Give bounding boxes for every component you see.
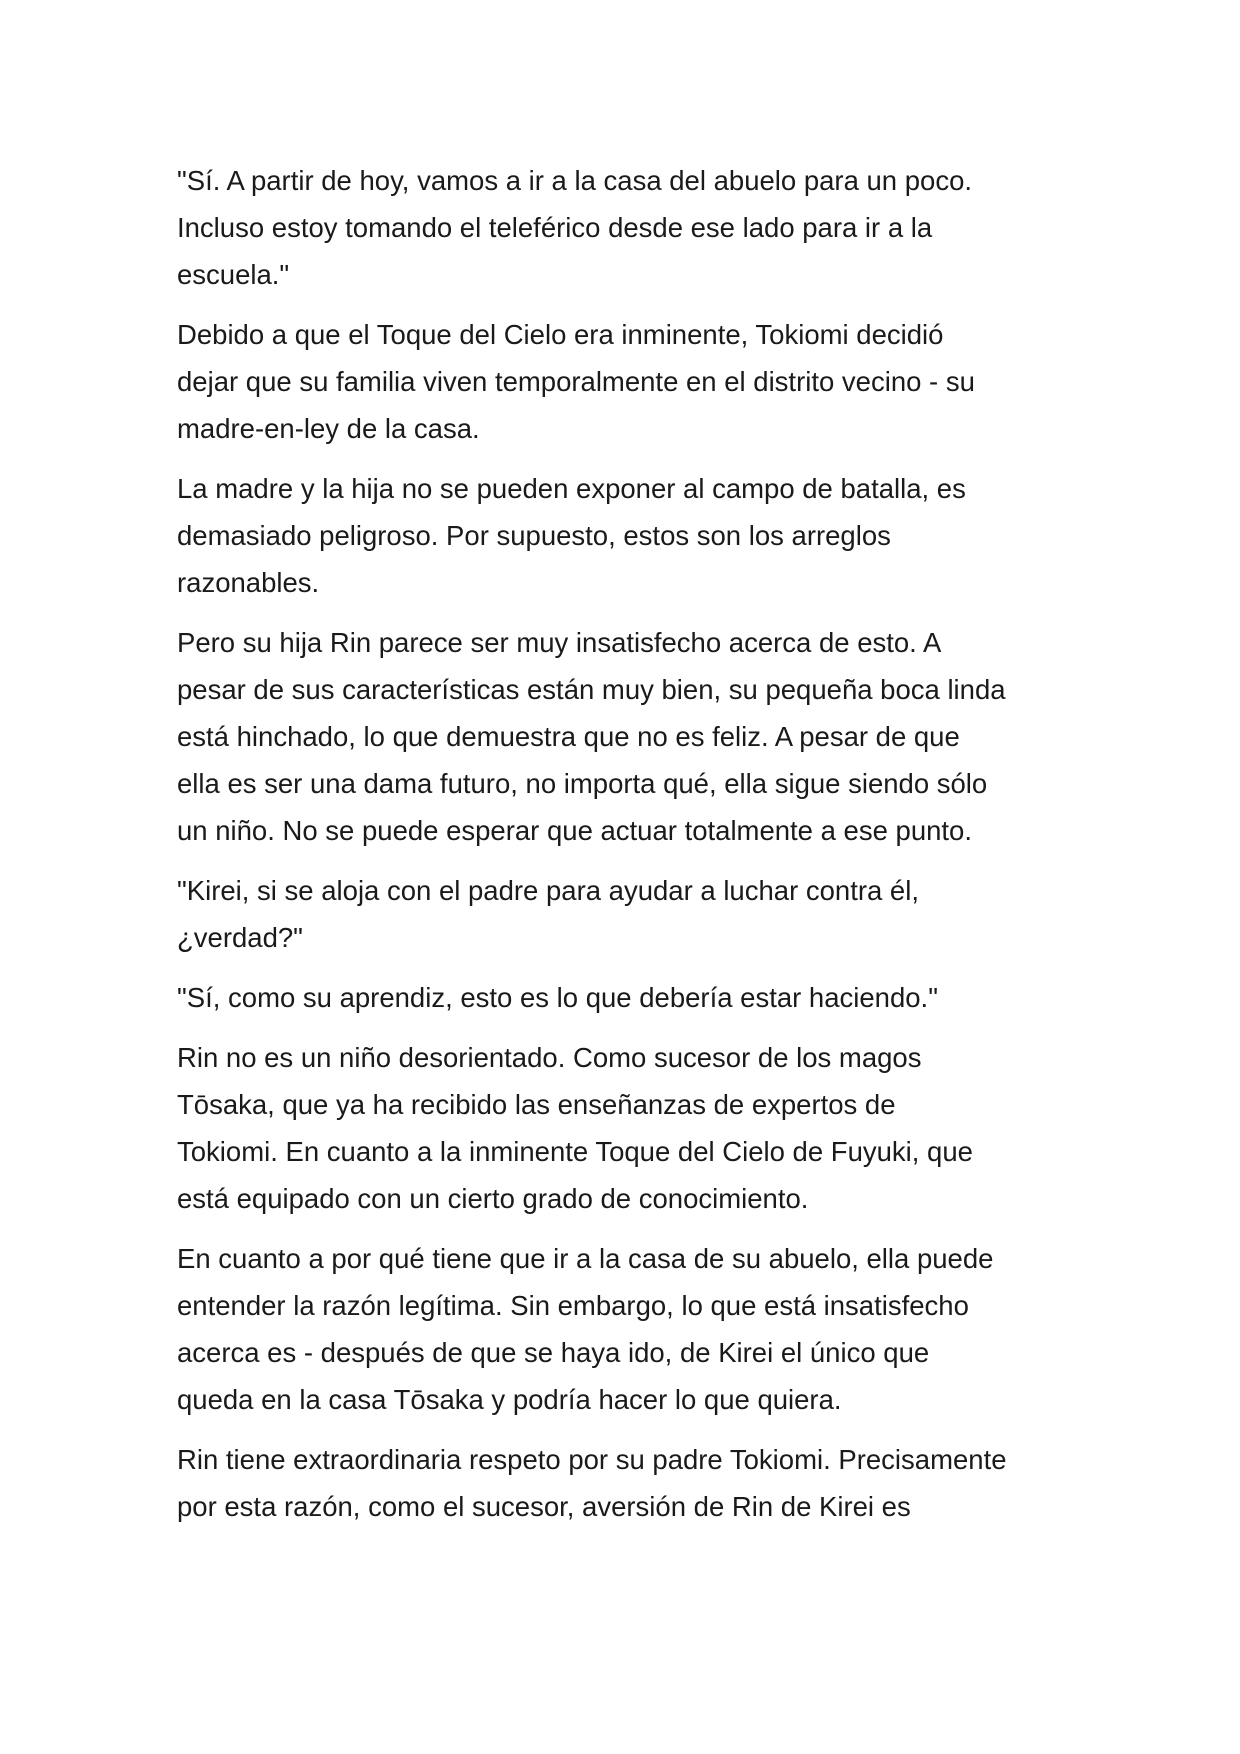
paragraph-2: Debido a que el Toque del Cielo era inminente, Tokiomi decidió dejar que su familia viven temporalmente en el distrito vecino - su madre-en-ley de la casa. bbox=[177, 319, 975, 444]
paragraph-1: "Sí. A partir de hoy, vamos a ir a la casa del abuelo para un poco. Incluso estoy tomando el teleférico desde ese lado para ir a la escuela." bbox=[177, 165, 973, 290]
paragraph-6: "Sí, como su aprendiz, esto es lo que debería estar haciendo." bbox=[177, 982, 938, 1013]
paragraph-4: Pero su hija Rin parece ser muy insatisfecho acerca de esto. A pesar de sus características están muy bien, su pequeña boca linda está hinchado, lo que demuestra que no es feliz. A pesar de que ella es ser una dama futuro, no importa qué, ella sigue siendo sólo un niño. No se puede esperar que actuar totalmente a ese punto. bbox=[177, 627, 1006, 846]
paragraph-5: "Kirei, si se aloja con el padre para ayudar a luchar contra él, ¿verdad?" bbox=[177, 875, 919, 953]
paragraph-9: Rin tiene extraordinaria respeto por su padre Tokiomi. Precisamente por esta razón, como el sucesor, aversión de Rin de Kirei es bbox=[177, 1444, 1007, 1522]
paragraph-8: En cuanto a por qué tiene que ir a la casa de su abuelo, ella puede entender la razón legítima. Sin embargo, lo que está insatisfecho acerca es - después de que se haya ido, de Kirei el único que queda en la casa Tōsaka y podría hacer lo que quiera. bbox=[177, 1243, 994, 1415]
document-body bbox=[177, 157, 1077, 1543]
paragraph-7: Rin no es un niño desorientado. Como sucesor de los magos Tōsaka, que ya ha recibido las enseñanzas de expertos de Tokiomi. En cuanto a la inminente Toque del Cielo de Fuyuki, que está equipado con un cierto grado de conocimiento. bbox=[177, 1042, 973, 1214]
paragraph-3: La madre y la hija no se pueden exponer al campo de batalla, es demasiado peligroso. Por supuesto, estos son los arreglos razonables. bbox=[177, 473, 966, 598]
